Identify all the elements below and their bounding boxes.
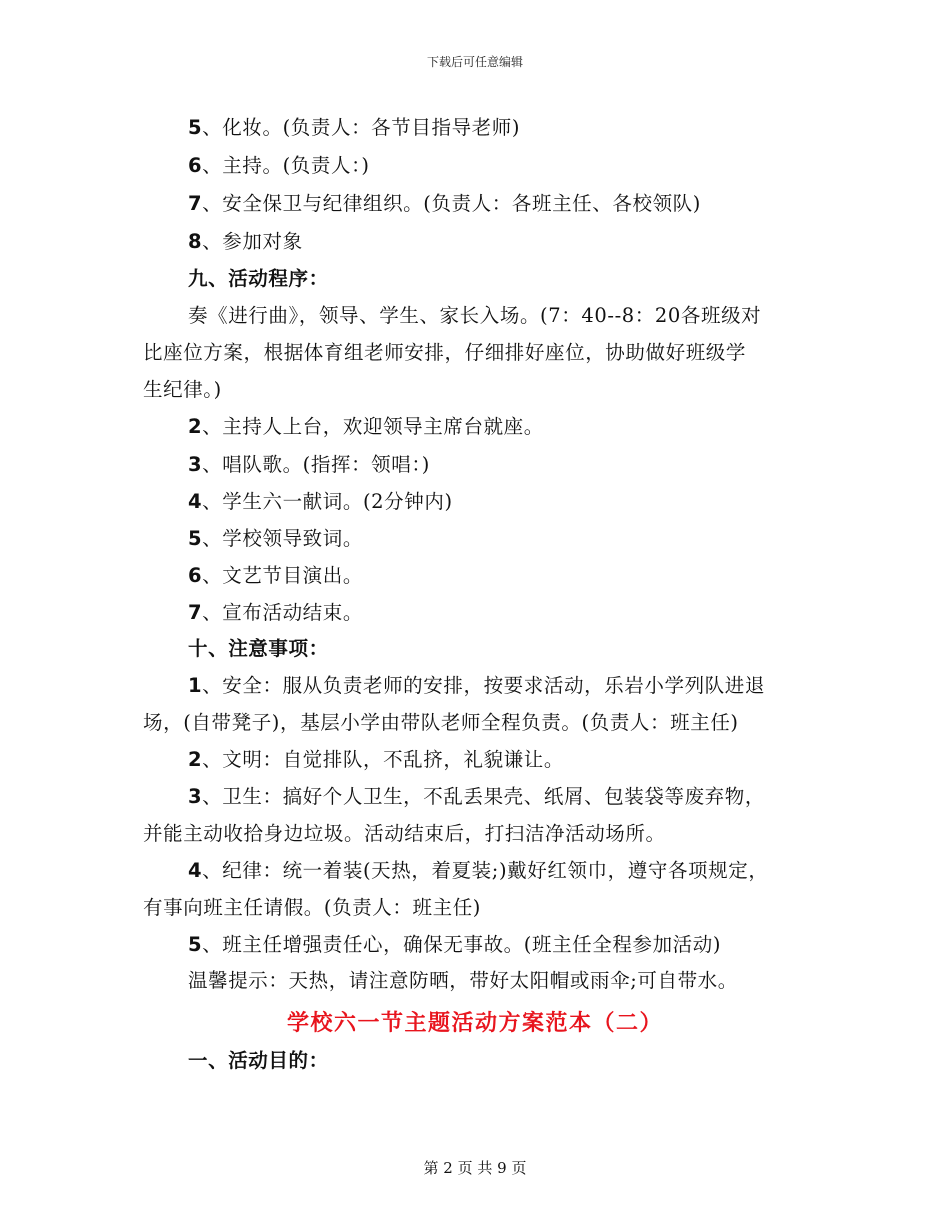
item-number: 5 xyxy=(188,527,203,550)
item-text: 、安全保卫与纪律组织。(负责人：各班主任、各校领队) xyxy=(202,192,701,215)
tip-line: 温馨提示：天热，请注意防晒，带好太阳帽或雨伞;可自带水。 xyxy=(188,969,738,992)
item-number: 4 xyxy=(188,859,203,882)
item-text: 、文艺节目演出。 xyxy=(202,564,363,587)
list-item xyxy=(188,667,858,705)
list-item xyxy=(188,147,858,185)
item-number: 1 xyxy=(188,674,203,697)
item-number: 6 xyxy=(188,564,203,587)
item-text: 、唱队歌。(指挥：领唱：) xyxy=(202,453,430,476)
paragraph-line: 有事向班主任请假。(负责人：班主任) xyxy=(143,896,482,919)
page-header: 下载后可任意编辑 xyxy=(426,55,523,69)
item-number: 6 xyxy=(188,154,203,177)
item-number: 2 xyxy=(188,748,203,771)
item-number: 7 xyxy=(188,601,203,624)
item-text: 、主持。(负责人：) xyxy=(202,154,370,177)
item-number: 5 xyxy=(188,933,203,956)
list-item xyxy=(188,483,858,521)
item-text: 、安全：服从负责老师的安排，按要求活动，乐岩小学列队进退 xyxy=(202,674,765,697)
item-text: 、卫生：搞好个人卫生，不乱丢果壳、纸屑、包装袋等废弃物， xyxy=(202,785,765,808)
list-item xyxy=(188,557,858,595)
item-number: 3 xyxy=(188,453,203,476)
item-text: 、宣布活动结束。 xyxy=(202,601,363,624)
paragraph-line: 并能主动收拾身边垃圾。活动结束后，打扫洁净活动场所。 xyxy=(143,822,666,845)
item-number: 8 xyxy=(188,230,203,253)
list-item xyxy=(188,185,858,223)
paragraph-line: 场，(自带凳子)，基层小学由带队老师全程负责。(负责人：班主任) xyxy=(143,711,739,734)
list-item xyxy=(188,408,858,446)
item-text: 、参加对象 xyxy=(202,230,303,253)
item-text: 、班主任增强责任心，确保无事故。(班主任全程参加活动) xyxy=(202,933,722,956)
item-number: 7 xyxy=(188,192,203,215)
list-item xyxy=(188,778,858,816)
paragraph-line: 生纪律。) xyxy=(143,378,222,401)
list-item xyxy=(188,520,858,558)
list-item xyxy=(188,926,858,964)
item-number: 2 xyxy=(188,415,203,438)
page-footer: 第 2 页 共 9 页 xyxy=(423,1159,527,1177)
list-item xyxy=(188,446,858,484)
paragraph-line: 比座位方案，根据体育组老师安排，仔细排好座位，协助做好班级学 xyxy=(143,341,747,364)
item-text: 、主持人上台，欢迎领导主席台就座。 xyxy=(202,415,544,438)
item-text: 、学校领导致词。 xyxy=(202,527,363,550)
item-number: 5 xyxy=(188,116,203,139)
list-item xyxy=(188,109,858,147)
section-heading: 九、活动程序： xyxy=(188,267,329,290)
section-heading: 一、活动目的： xyxy=(188,1049,329,1072)
list-item xyxy=(188,223,858,261)
document-title: 学校六一节主题活动方案范本（二） xyxy=(286,1011,663,1036)
list-item xyxy=(188,741,858,779)
item-text: 、学生六一献词。(2分钟内) xyxy=(202,490,453,513)
item-number: 4 xyxy=(188,490,203,513)
paragraph-line: 奏《进行曲》，领导、学生、家长入场。(7：40--8：20各班级对 xyxy=(188,304,762,327)
section-heading: 十、注意事项： xyxy=(188,637,329,660)
list-item xyxy=(188,852,858,890)
list-item xyxy=(188,594,858,632)
item-text: 、纪律：统一着装(天热，着夏装;)戴好红领巾，遵守各项规定， xyxy=(202,859,769,882)
item-number: 3 xyxy=(188,785,203,808)
item-text: 、文明：自觉排队，不乱挤，礼貌谦让。 xyxy=(202,748,564,771)
item-text: 、化妆。(负责人：各节目指导老师) xyxy=(202,116,521,139)
